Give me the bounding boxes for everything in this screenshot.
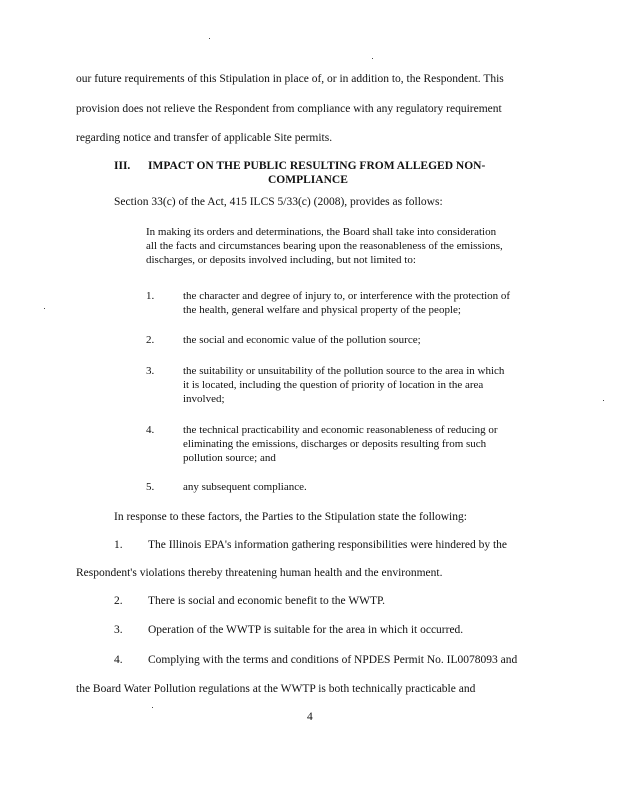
quote-line: discharges, or deposits involved including, but not limited to: [146, 254, 416, 266]
factor-line: eliminating the emissions, discharges or deposits resulting from such [183, 438, 487, 450]
factor-number: 3. [146, 365, 155, 377]
response-line-continued: Respondent's violations thereby threatening human health and the environment. [76, 567, 443, 579]
response-number: 4. [114, 654, 123, 666]
factor-line: the character and degree of injury to, or interference with the protection of [183, 290, 511, 302]
response-line: Operation of the WWTP is suitable for the area in which it occurred. [148, 624, 464, 636]
section-title: IMPACT ON THE PUBLIC RESULTING FROM ALLEGED NON- [148, 160, 486, 172]
factor-line: it is located, including the question of priority of location in the area [183, 379, 484, 391]
body-line: regarding notice and transfer of applicable Site permits. [76, 132, 333, 144]
response-line: There is social and economic benefit to the WWTP. [148, 595, 386, 607]
factor-number: 4. [146, 424, 155, 436]
scan-speck [44, 308, 45, 309]
response-line-continued: the Board Water Pollution regulations at the WWTP is both technically practicable and [76, 683, 476, 695]
response-intro: In response to these factors, the Parties to the Stipulation state the following: [114, 511, 467, 523]
response-line: Complying with the terms and conditions of NPDES Permit No. IL0078093 and [148, 654, 518, 666]
factor-line: any subsequent compliance. [183, 481, 307, 493]
factor-number: 2. [146, 334, 155, 346]
factor-line: pollution source; and [183, 452, 276, 464]
response-line: The Illinois EPA's information gathering responsibilities were hindered by the [148, 539, 508, 551]
quote-line: all the facts and circumstances bearing upon the reasonableness of the emissions, [146, 240, 503, 252]
factor-line: the suitability or unsuitability of the pollution source to the area in which [183, 365, 505, 377]
response-number: 3. [114, 624, 123, 636]
factor-number: 5. [146, 481, 155, 493]
body-line: provision does not relieve the Respondent from compliance with any regulatory requirement [76, 103, 502, 115]
quote-line: In making its orders and determinations, the Board shall take into consideration [146, 226, 497, 238]
scan-speck [603, 400, 604, 401]
factor-line: the social and economic value of the pollution source; [183, 334, 421, 346]
section-title-continued: COMPLIANCE [268, 174, 348, 186]
scan-speck [209, 38, 210, 39]
response-number: 1. [114, 539, 123, 551]
statute-intro: Section 33(c) of the Act, 415 ILCS 5/33(c) (2008), provides as follows: [114, 196, 443, 208]
body-line: our future requirements of this Stipulation in place of, or in addition to, the Respondent. This [76, 73, 504, 85]
section-number: III. [114, 160, 131, 172]
factor-number: 1. [146, 290, 155, 302]
scan-speck [152, 707, 153, 708]
page-number: 4 [307, 711, 313, 723]
factor-line: involved; [183, 393, 225, 405]
scan-speck [372, 58, 373, 59]
factor-line: the health, general welfare and physical property of the people; [183, 304, 461, 316]
response-number: 2. [114, 595, 123, 607]
factor-line: the technical practicability and economic reasonableness of reducing or [183, 424, 498, 436]
